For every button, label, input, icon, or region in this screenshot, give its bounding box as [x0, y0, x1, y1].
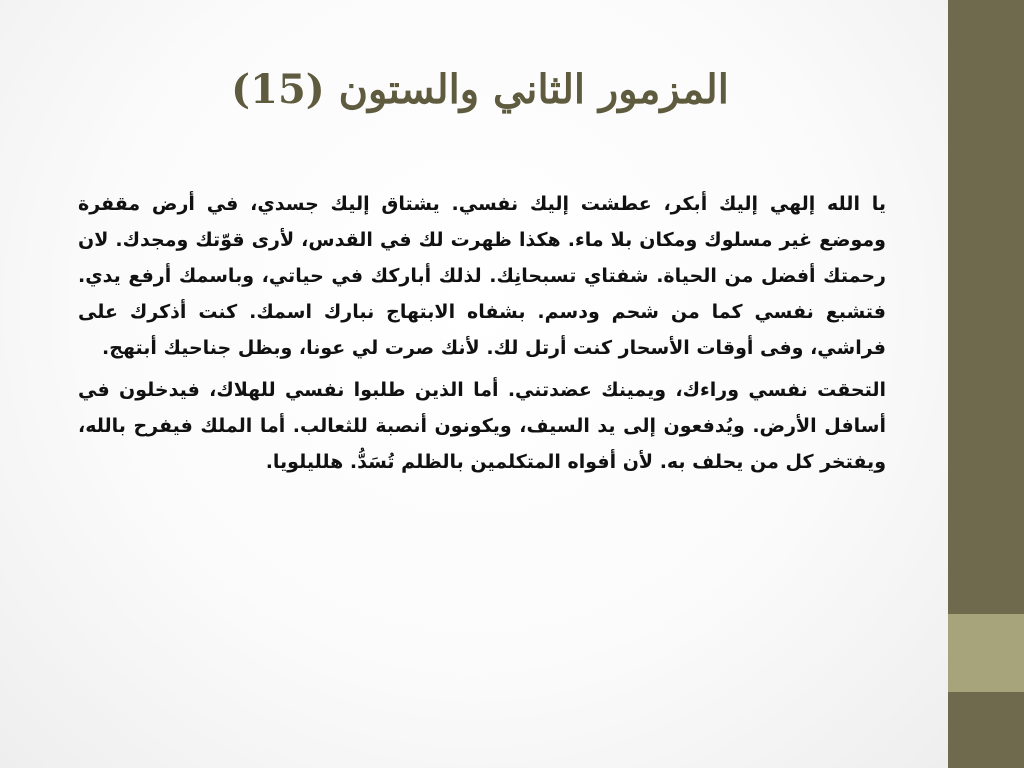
- psalm-text-body: [78, 186, 886, 486]
- slide-title: المزمور الثاني والستون (15): [231, 66, 729, 113]
- psalm-paragraph-1: يا الله إلهي إليك أبكر، عطشت إليك نفسي. يشتاق إليك جسدي، في أرض مقفرة وموضع غير مسلوك ومكان بلا ماء. هكذا ظهرت لك في القدس، لأرى قوّتك ومجدك. لان رحمتك أفضل من الحياة. شفتاي تسبحانِك. لذلك أباركك في حياتي، وباسمك أرفع يدي. فتشبع نفسي كما من شحم ودسم. بشفاه الابتهاج نبارك اسمك. كنت أذكرك على فراشي، وفى أوقات الأسحار كنت أرتل لك. لأنك صرت لي عونا، وبظل جناحيك أبتهج.: [78, 193, 886, 359]
- psalm-paragraph-2: التحقت نفسي وراءك، ويمينك عضدتني. أما الذين طلبوا نفسي للهلاك، فيدخلون في أسافل الأرض. ويُدفعون إلى يد السيف، ويكونون أنصبة للثعالب. أما الملك فيفرح بالله، ويفتخر كل من يحلف به. لأن أفواه المتكلمين بالظلم تُسَدُّ. هلليلويا.: [78, 379, 886, 473]
- decorative-sidebar: [948, 0, 1024, 768]
- sidebar-accent-band: [948, 614, 1024, 692]
